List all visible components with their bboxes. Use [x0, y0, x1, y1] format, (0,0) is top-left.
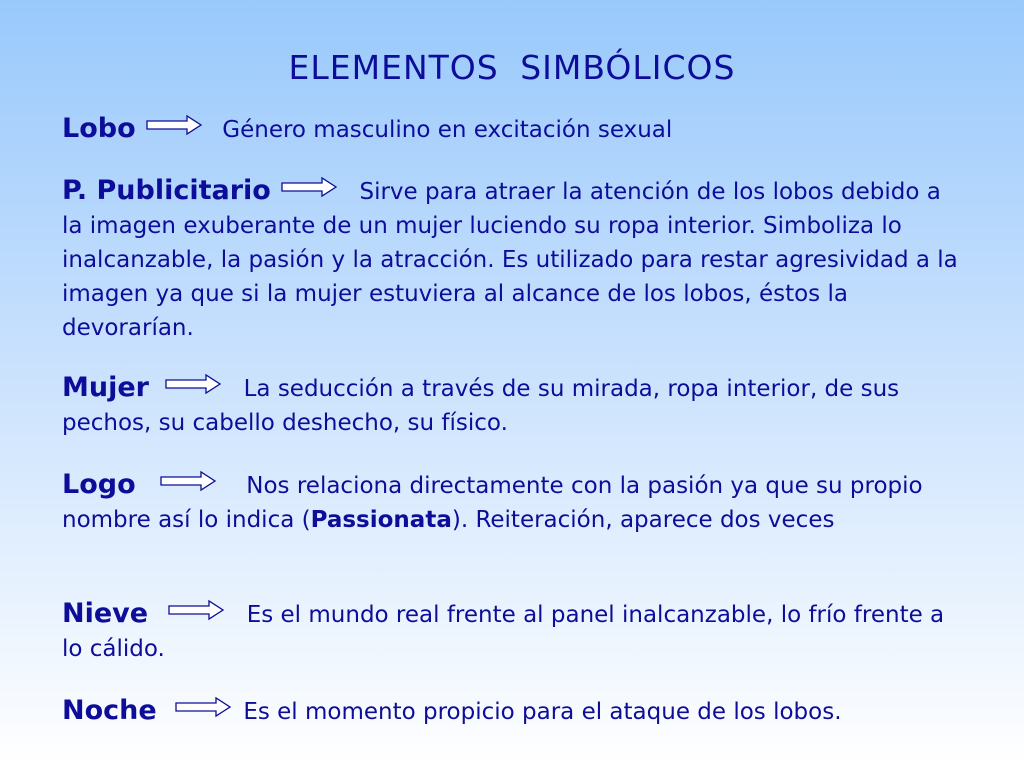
term-label: Lobo: [62, 113, 136, 144]
right-arrow-icon: [172, 694, 234, 728]
term-description: Es el momento propicio para el ataque de los lobos.: [243, 699, 842, 725]
term-label: Noche: [62, 695, 157, 726]
page-title: ELEMENTOS SIMBÓLICOS: [288, 48, 736, 87]
right-arrow-icon: [143, 112, 205, 146]
description-text: Nos relaciona directamente con la pasión ya que su propio nombre así lo indica (: [62, 473, 923, 533]
term-description: Es el mundo real frente al panel inalcanzable, lo frío frente a lo cálido.: [62, 602, 945, 662]
term-description: La seducción a través de su mirada, ropa interior, de sus pechos, su cabello deshecho, su físico.: [62, 376, 900, 436]
entry-logo: [62, 468, 962, 537]
entry-mujer: [62, 371, 962, 440]
entry-lobo: [62, 112, 962, 147]
term-label: Logo: [62, 469, 136, 500]
term-label: P. Publicitario: [62, 175, 271, 206]
entry-nieve: [62, 597, 962, 666]
right-arrow-icon: [278, 174, 340, 208]
description-text: ). Reiteración, aparece dos veces: [451, 507, 835, 533]
term-label: Nieve: [62, 598, 149, 629]
entry-panel-publicitario: [62, 174, 962, 345]
brand-name: Passionata: [310, 507, 452, 533]
term-description: Género masculino en excitación sexual: [222, 117, 673, 143]
term-label: Mujer: [62, 372, 149, 403]
entry-noche: [62, 694, 962, 729]
right-arrow-icon: [162, 371, 224, 405]
right-arrow-icon: [165, 597, 227, 631]
right-arrow-icon: [157, 468, 219, 502]
term-description: Sirve para atraer la atención de los lobos debido a la imagen exuberante de un mujer luciendo su ropa interior. Simboliza lo inalcanzable, la pasión y la atracción. Es utilizado para restar agresividad a la imagen ya que si la mujer estuviera al alcance de los lobos, éstos la devorarían.: [62, 179, 958, 341]
